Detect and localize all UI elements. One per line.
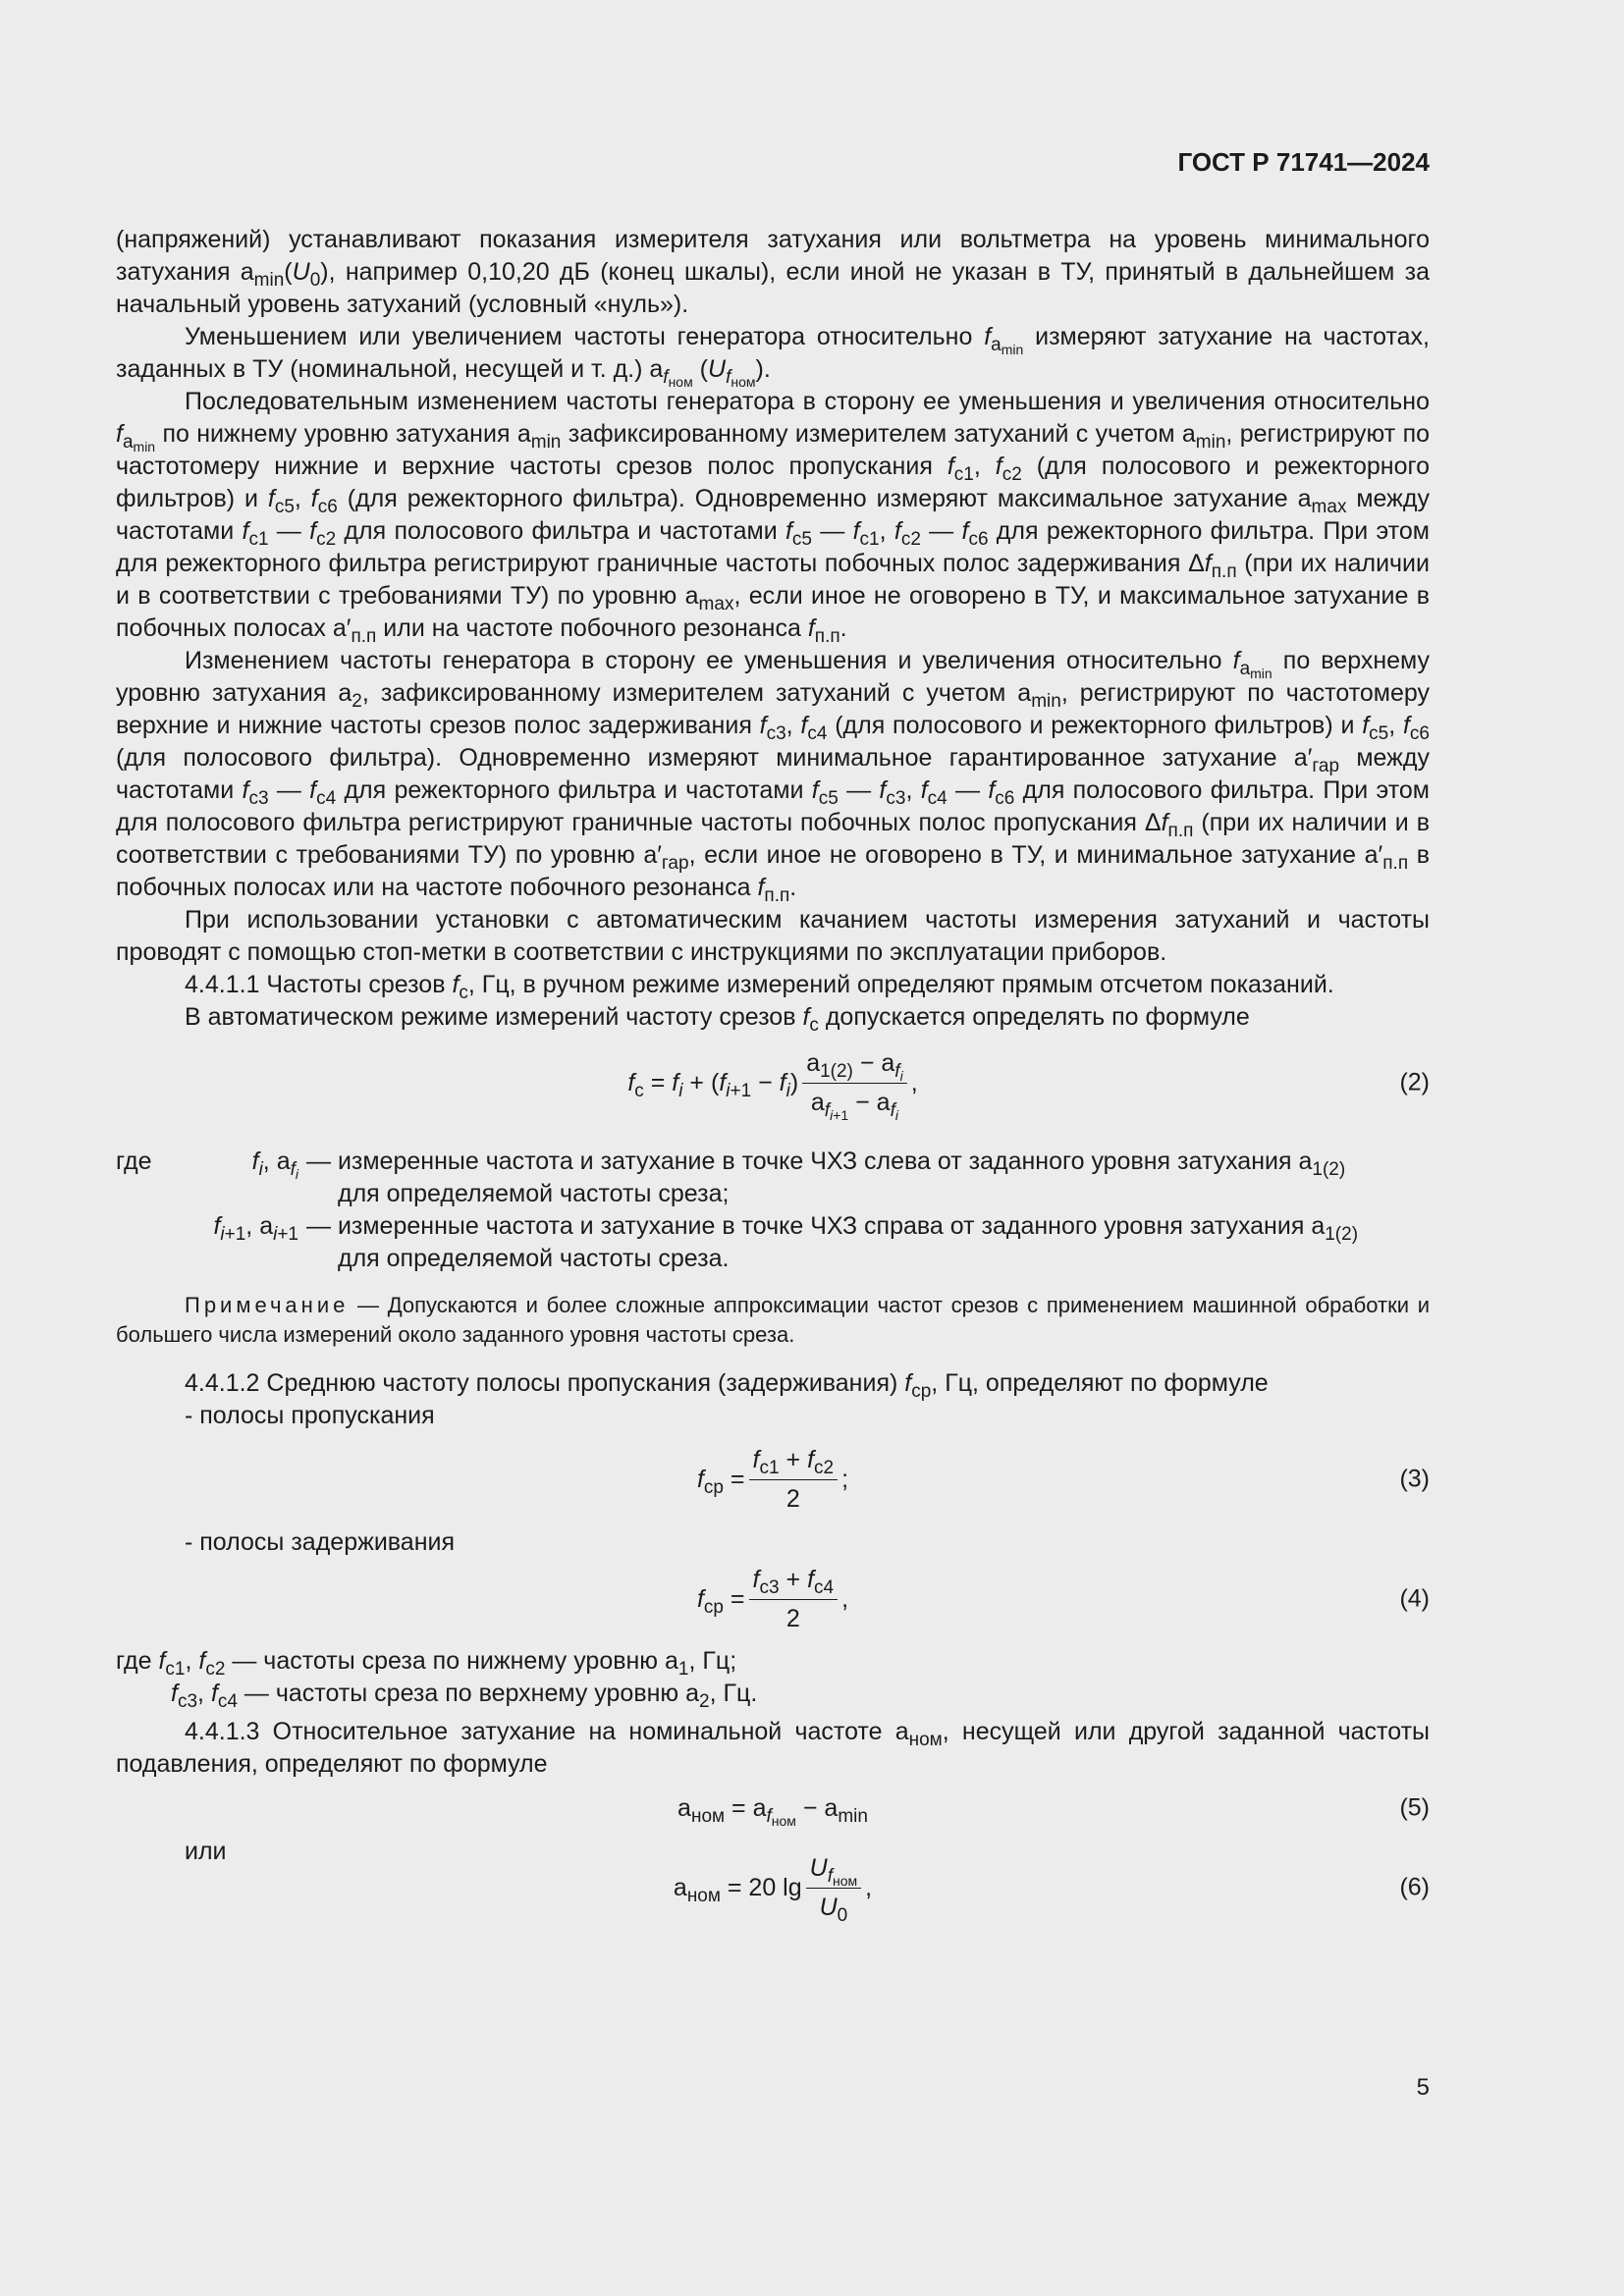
document-header: ГОСТ Р 71741—2024 [1177, 147, 1430, 177]
formula-2-fraction: $\frac{a_{1(2)} - a_{f_i}}{a_{f_{i+1}} - a_{f_i}}$ [802, 1047, 907, 1119]
list-item-stopband: - полосы задерживания [185, 1528, 456, 1556]
document-body [116, 224, 1430, 1927]
formula-4: $f_{ср}$ = $\frac{f_{c3} + f_{c4}}{2}$ , (4) [696, 1565, 1430, 1632]
paragraph-1: (напряжений) устанавливают показания измерителя затухания или вольтметра на уровень минимального затухания $a_{min}(U_0)$, например 0,10,20 дБ (конец шкалы), если иной не указан в ТУ, принятый в дальнейшем за начальный уровень затуханий (условный «нуль»). [116, 226, 1430, 318]
formula-4-number: (4) [1399, 1584, 1430, 1613]
paragraph-9: 4.4.1.3 Относительное затухание на номинальной частоте $a_{ном}$, несущей или другой заданной частоты подавления, определяют по формуле [116, 1718, 1431, 1778]
document-page [116, 0, 1430, 2296]
where-list-1: где $f_i$, $a_{f_i}$ — измеренные частота и затухание в точке ЧХЗ слева от заданного уровня затухания $a_{1(2)}$ для определяемой частоты среза; $f_{i+1}$, $a_{i+1}$ — измеренные частота и затухание в точке ЧХЗ справа от заданного уровня затухания $a_{1(2)}$ для определяемой частоты среза. [116, 1148, 1359, 1272]
paragraph-6: 4.4.1.1 Частоты срезов $f_c$, Гц, в ручном режиме измерений определяют прямым отсчетом показаний. [185, 971, 1334, 1003]
paragraph-7: В автоматическом режиме измерений частоту срезов $f_c$ допускается определять по формуле [185, 1003, 1250, 1036]
formula-5: $a_{ном} = a_{f_{ном}} - a_{min}$ (5) [677, 1793, 1430, 1829]
page-number: 5 [1416, 2074, 1430, 2101]
formula-3-number: (3) [1399, 1465, 1430, 1493]
paragraph-5: При использовании установки с автоматическим качанием частоты измерения затуханий и частоты проводят с помощью стоп-метки в соответствии с инструкциями по эксплуатации приборов. [116, 906, 1430, 966]
paragraph-8: 4.4.1.2 Среднюю частоту полосы пропускания (задерживания) $f_{ср}$, Гц, определяют по формуле [185, 1369, 1269, 1402]
formula-6: $a_{ном} = 20$ lg $\frac{U_{f_{ном}}}{U_0}$ , (6) [673, 1853, 1430, 1926]
list-item-passband: - полосы пропускания [185, 1402, 435, 1429]
paragraph-2: Уменьшением или увеличением частоты генератора относительно $f_{a_{min}}$ измеряют затухание на частотах, заданных в ТУ (номинальной, несущей и т. д.) $a_{f_{ном}}$ $(U_{f_{ном}})$. [116, 323, 1430, 390]
formula-2: $f_c = f_i + (f_{i+1} - f_i)$ $\frac{a_{1(2)} - a_{f_i}}{a_{f_{i+1}} - a_{f_i}}$ , (2) [627, 1048, 1430, 1123]
or-word: или [185, 1838, 227, 1865]
paragraph-3: Последовательным изменением частоты генератора в сторону ее уменьшения и увеличения относительно $f_{a_{min}}$ по нижнему уровню затухания $a_{min}$ зафиксированному измерителем затуханий с учетом $a_{min}$, регистрируют по частотомеру нижние и верхние частоты срезов полос пропускания $f_{c1}$, $f_{c2}$ (для полосового и режекторного фильтров) и $f_{c5}$, $f_{c6}$ (для режекторного фильтра). Одновременно измеряют максимальное затухание $a_{max}$ между частотами $f_{c1}$ — $f_{c2}$ для полосового фильтра и частотами $f_{c5}$ — $f_{c1}$, $f_{c2}$ — $f_{c6}$ для режекторного фильтра. При этом для режекторного фильтра регистрируют граничные частоты побочных полос задерживания $\Delta f_{п.п}$ (при их наличии и в соответствии с требованиями ТУ) по уровню $a_{max}$, если иное не оговорено в ТУ, и максимальное затухание в побочных полосах $a'_{п.п}$ или на частоте побочного резонанса $f_{п.п}$. [116, 388, 1431, 647]
note: Примечание — Допускаются и более сложные аппроксимации частот срезов с применением машинной обработки и большего числа измерений около заданного уровня частоты среза. [116, 1293, 1430, 1347]
where-3: где $f_{c1}$, $f_{c2}$ — частоты среза по нижнему уровню $a_1$, Гц; [116, 1647, 737, 1680]
formula-3: $f_{ср}$ = $\frac{f_{c1} + f_{c2}}{2}$ ; (3) [696, 1445, 1430, 1513]
formula-2-number: (2) [1399, 1068, 1430, 1096]
formula-5-number: (5) [1399, 1793, 1430, 1822]
formula-6-number: (6) [1399, 1873, 1430, 1901]
paragraph-4: Изменением частоты генератора в сторону ее уменьшения и увеличения относительно $f_{a_{min}}$ по верхнему уровню затухания $a_2$, зафиксированному измерителем затуханий с учетом $a_{min}$, регистрируют по частотомеру верхние и нижние частоты срезов полос задерживания $f_{c3}$, $f_{c4}$ (для полосового и режекторного фильтров) и $f_{c5}$, $f_{c6}$ (для полосового фильтра). Одновременно измеряют минимальное гарантированное затухание $a'_{гар}$ между частотами $f_{c3}$ — $f_{c4}$ для режекторного фильтра и частотами $f_{c5}$ — $f_{c3}$, $f_{c4}$ — $f_{c6}$ для полосового фильтра. При этом для полосового фильтра регистрируют граничные частоты побочных полос пропускания $\Delta f_{п.п}$ (при их наличии и в соответствии с требованиями ТУ) по уровню $a'_{гар}$, если иное не оговорено в ТУ, и минимальное затухание $a'_{п.п}$ в побочных полосах или на частоте побочного резонанса $f_{п.п}$. [116, 647, 1430, 906]
where-4: $f_{c3}$, $f_{c4}$ — частоты среза по верхнему уровню $a_2$, Гц. [171, 1680, 758, 1712]
